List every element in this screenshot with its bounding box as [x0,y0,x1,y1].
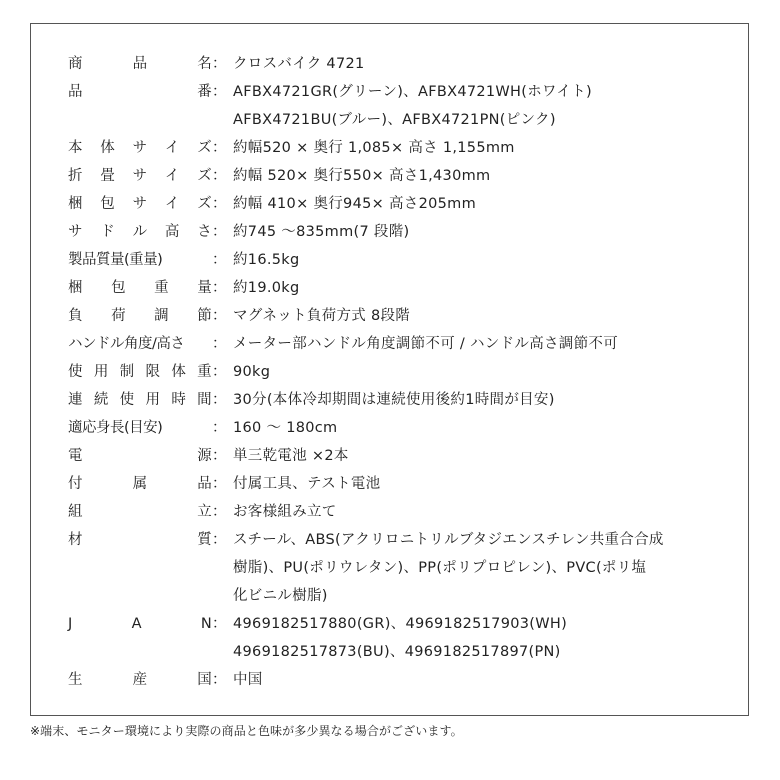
spec-label [68,50,212,78]
spec-value [226,358,728,386]
spec-label-char: 電 [68,448,83,464]
spec-label-char: ズ [197,168,212,184]
spec-label-text: 適応身長(目安) [68,420,163,436]
spec-row [68,526,728,610]
spec-colon: ： [212,280,227,296]
spec-label-char: 使 [68,364,83,380]
spec-row [68,162,728,190]
spec-label-char: 使 [119,392,135,408]
spec-label-char: イ [164,168,180,184]
spec-label [68,610,212,638]
spec-label-char: 属 [132,476,148,492]
spec-colon: ： [212,224,227,240]
spec-value [226,162,728,190]
spec-row [68,134,728,162]
spec-value [226,330,728,358]
spec-value-line: AFBX4721GR(グリーン)、AFBX4721WH(ホワイト) [233,84,592,100]
spec-label-text: 製品質量(重量) [68,252,163,268]
spec-label-char: 用 [145,392,161,408]
spec-label [68,442,212,470]
spec-label-char: 連 [68,392,83,408]
spec-label [68,526,212,554]
spec-label-char: 産 [132,672,148,688]
spec-label-char: 番 [197,84,212,100]
spec-value-line: 約19.0kg [233,280,300,296]
spec-label-char: 負 [68,308,83,324]
spec-row [68,190,728,218]
spec-row [68,442,728,470]
spec-colon: ： [212,420,227,436]
spec-value [226,470,728,498]
spec-label-char: 商 [68,56,83,72]
spec-label-char: イ [164,196,180,212]
spec-colon: ： [212,168,227,184]
spec-label-char: 源 [197,448,212,464]
spec-value-line: 約幅 410× 奥行945× 高さ205mm [233,196,477,212]
spec-label-char: 品 [68,84,83,100]
spec-value [226,274,728,302]
spec-value [226,78,728,134]
spec-value-line: スチール、ABS(アクリロニトリルブタジエンスチレン共重合合成 [233,532,664,548]
spec-label-char: 名 [197,56,212,72]
spec-colon: ： [212,672,227,688]
spec-colon: ： [212,56,227,72]
spec-label [68,274,212,302]
spec-label-char: 量 [197,280,212,296]
spec-value [226,414,728,442]
spec-value [226,246,728,274]
spec-label-char: 制 [119,364,135,380]
spec-value [226,302,728,330]
spec-value-line: 30分(本体冷却期間は連続使用後約1時間が目安) [233,392,555,408]
spec-value-line: 約745 ～835mm(7 段階) [233,224,410,240]
spec-label-char: サ [68,224,83,240]
spec-label-char: イ [164,140,180,156]
spec-label-char: 体 [171,364,187,380]
spec-label-char: 材 [68,532,83,548]
spec-colon: ： [212,336,227,352]
spec-row [68,274,728,302]
spec-row [68,218,728,246]
spec-label-char: 高 [164,224,180,240]
spec-label-char: 折 [68,168,83,184]
spec-colon: ： [212,140,227,156]
spec-colon: ： [212,476,227,492]
spec-label [68,134,212,162]
spec-label [68,218,212,246]
spec-label [68,498,212,526]
spec-row [68,414,728,442]
spec-row [68,246,728,274]
spec-row [68,470,728,498]
spec-label-char: サ [132,168,148,184]
spec-value-line: 付属工具、テスト電池 [233,476,381,492]
spec-colon: ： [212,196,227,212]
spec-label [68,386,212,414]
spec-value [226,386,728,414]
spec-label [68,666,212,694]
spec-value [226,134,728,162]
spec-label [68,358,212,386]
spec-row [68,302,728,330]
spec-colon: ： [212,616,227,632]
spec-label-char: 体 [100,140,116,156]
spec-value-line: 90kg [233,364,271,380]
spec-colon: ： [212,84,227,100]
spec-label-char: J [68,616,73,632]
spec-label-char: 包 [100,196,116,212]
spec-label-char: 梱 [68,280,83,296]
spec-row [68,358,728,386]
spec-label-char: 畳 [100,168,116,184]
spec-value-line: マグネット負荷方式 8段階 [233,308,411,324]
spec-label [68,470,212,498]
spec-value-line: メーター部ハンドル角度調節不可 / ハンドル高さ調節不可 [233,336,619,352]
spec-value [226,610,728,666]
spec-label-char: ズ [197,140,212,156]
spec-label [68,246,212,274]
spec-label [68,330,212,358]
spec-label-char: サ [132,140,148,156]
spec-value-line: 4969182517873(BU)、4969182517897(PN) [233,644,561,660]
spec-label [68,302,212,330]
spec-value-line: 4969182517880(GR)、4969182517903(WH) [233,616,568,632]
spec-label-char: 立 [197,504,212,520]
spec-label [68,162,212,190]
spec-label-char: ル [132,224,148,240]
spec-value-line: AFBX4721BU(ブルー)、AFBX4721PN(ピンク) [233,112,556,128]
spec-colon: ： [212,392,227,408]
spec-value [226,50,728,78]
spec-value-line: 単三乾電池 ×2本 [233,448,349,464]
spec-label-char: ド [100,224,116,240]
spec-label-char: 荷 [111,308,126,324]
spec-colon: ： [212,448,227,464]
spec-row [68,666,728,694]
spec-value [226,666,728,694]
spec-row [68,330,728,358]
spec-label-char: さ [197,224,212,240]
footnote: ※端末、モニター環境により実際の商品と色味が多少異なる場合がございます。 [30,724,463,738]
spec-label-text: ハンドル角度/高さ [68,336,185,352]
spec-row [68,386,728,414]
spec-label-char: 重 [154,280,169,296]
spec-label [68,190,212,218]
spec-label-char: 組 [68,504,83,520]
spec-value-line: 中国 [233,672,263,688]
spec-colon: ： [212,308,227,324]
spec-label-char: 品 [197,476,212,492]
spec-label-char: 梱 [68,196,83,212]
spec-list [68,50,728,694]
spec-label-char: 限 [145,364,161,380]
spec-colon: ： [212,532,227,548]
spec-label-char: 品 [132,56,148,72]
spec-label-char: サ [132,196,148,212]
spec-label-char: 重 [197,364,212,380]
spec-label [68,414,212,442]
spec-value-line: 樹脂)、PU(ポリウレタン)、PP(ポリプロピレン)、PVC(ポリ塩 [233,560,647,576]
spec-row [68,498,728,526]
spec-label-char: 続 [93,392,109,408]
spec-label-char: 用 [93,364,109,380]
spec-row [68,50,728,78]
spec-value-line: 約16.5kg [233,252,300,268]
spec-value-line: お客様組み立て [233,504,337,520]
spec-label-char: ズ [197,196,212,212]
spec-value [226,526,728,610]
spec-label-char: 質 [197,532,212,548]
spec-value-line: クロスバイク 4721 [233,56,365,72]
spec-label-char: 節 [197,308,212,324]
spec-table-frame [30,23,749,716]
spec-label-char: 時 [171,392,187,408]
spec-label [68,78,212,106]
spec-label-char: 付 [68,476,83,492]
spec-label-char: N [200,616,212,632]
spec-colon: ： [212,364,227,380]
spec-label-char: A [131,616,142,632]
spec-value [226,498,728,526]
spec-value [226,190,728,218]
spec-value-line: 化ビニル樹脂) [233,588,328,604]
spec-value-line: 約幅 520× 奥行550× 高さ1,430mm [233,168,491,184]
spec-colon: ： [212,504,227,520]
spec-label-char: 本 [68,140,83,156]
spec-value [226,442,728,470]
spec-colon: ： [212,252,227,268]
spec-value-line: 約幅520 × 奥行 1,085× 高さ 1,155mm [233,140,515,156]
spec-value-line: 160 ～ 180cm [233,420,338,436]
spec-label-char: 包 [111,280,126,296]
spec-label-char: 間 [197,392,212,408]
spec-value [226,218,728,246]
spec-label-char: 調 [154,308,169,324]
spec-label-char: 生 [68,672,83,688]
spec-row [68,610,728,666]
spec-row [68,78,728,134]
spec-label-char: 国 [197,672,212,688]
